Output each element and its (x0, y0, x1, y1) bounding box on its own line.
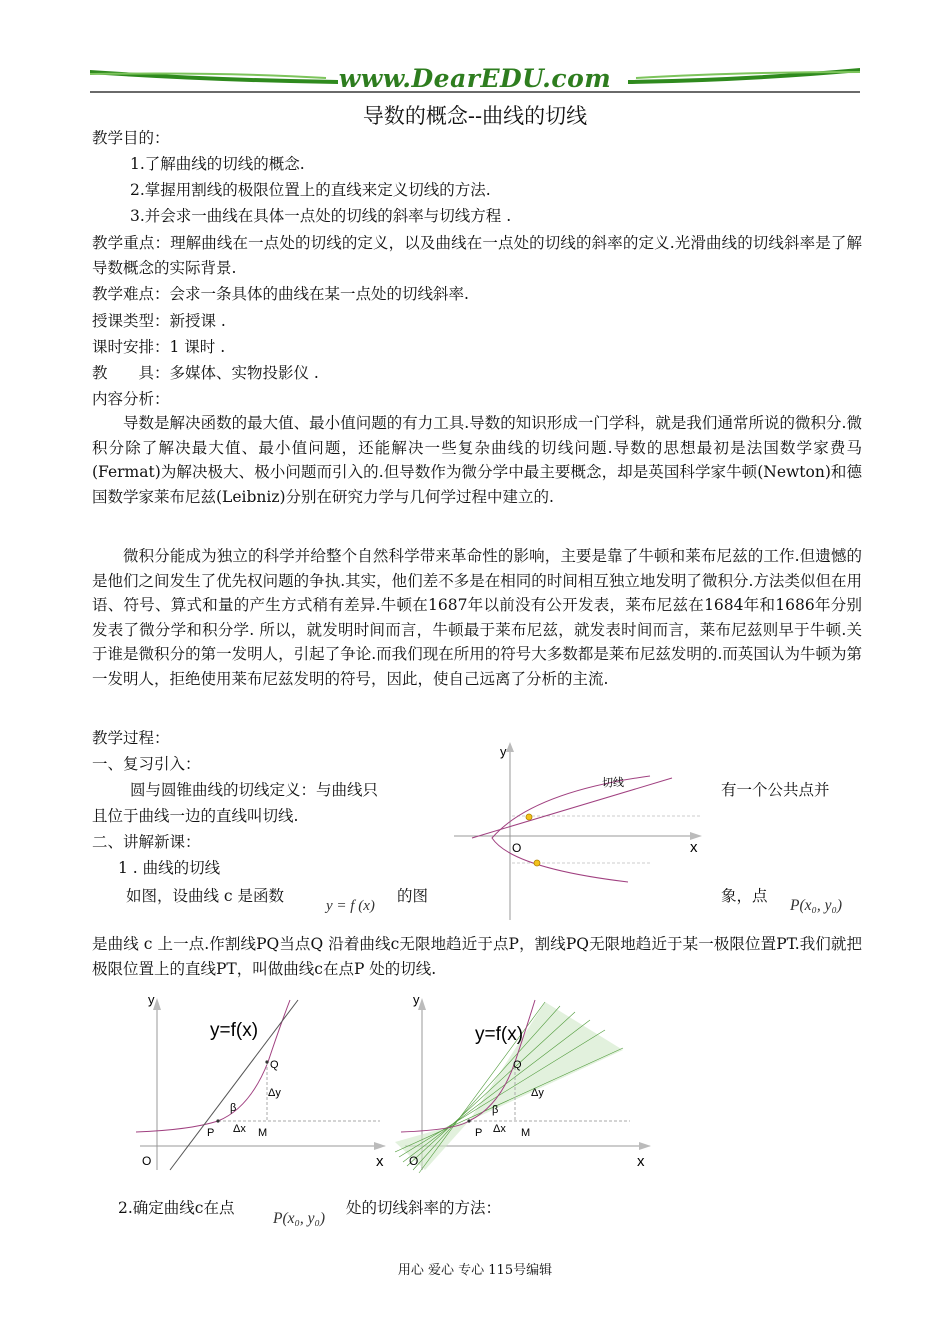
focus-text: 教学重点：理解曲线在一点处的切线的定义，以及曲线在一点处的切线的斜率的定义.光滑曲线的切线斜率是了解导数概念的实际背景. (92, 234, 862, 277)
x-axis-arrow (374, 1142, 386, 1150)
x-axis-label: x (690, 839, 698, 856)
point-p (467, 1119, 470, 1122)
m-label: M (258, 1127, 268, 1139)
aim-item: 1.了解曲线的切线的概念. (130, 155, 305, 173)
sub1-text-b: 的图 (397, 887, 429, 905)
subheading-tangent: 1 . 曲线的切线 (118, 859, 221, 877)
aims-heading: 教学目的： (92, 129, 170, 147)
delta-x-label: Δx (493, 1123, 506, 1135)
page-title: 导数的概念--曲线的切线 (362, 104, 588, 128)
origin-label: O (142, 1154, 152, 1168)
p-label: P (207, 1127, 215, 1139)
delta-y-label: Δy (531, 1087, 544, 1099)
review-text-left: 圆与圆锥曲线的切线定义：与曲线只 (130, 781, 379, 799)
math-point-p0: P(x₀, y₀) (273, 1210, 326, 1227)
x-axis-label: x (376, 1153, 384, 1170)
difficulty-text: 教学难点：会求一条具体的曲线在某一点处的切线斜率. (92, 285, 469, 303)
aim-item: 2.掌握用割线的极限位置上的直线来定义切线的方法. (130, 181, 491, 199)
tangent-point (526, 814, 532, 820)
intersection-point (534, 860, 540, 866)
aim-item: 3.并会求一曲线在具体一点处的切线的斜率与切线方程 . (130, 207, 512, 225)
y-axis-arrow (506, 742, 514, 752)
sub2-text-a: 2.确定曲线c在点 (118, 1199, 235, 1217)
teaching-tools: 教 具：多媒体、实物投影仪 . (92, 364, 319, 382)
content-paragraph-2: 微积分能成为独立的科学并给整个自然科学带来革命性的影响，主要是靠了牛顿和莱布尼兹的工作.但遗憾的是他们之间发生了优先权问题的争执.其实，他们差不多是在相同的时间相互独立地发明了微积分.方法类似但在用语、符号、算式和量的产生方式稍有差异.牛顿在1687年以前没有公开发表，莱布尼兹在1684年和1686年分别发表了微分学和积分学. 所以，就发明时间而言，牛顿最于莱布尼兹，就发表时间而言，莱布尼兹则早于牛顿.关于谁是微积分的第一发明人，引起了争论.而我们现在所用的符号大多数都是莱布尼兹发明的.而英国认为牛顿为第一发明人，拒绝使用莱布尼兹发明的符号，因此，使自己远离了分析的主流. (92, 547, 862, 688)
x-axis-label: x (637, 1153, 645, 1170)
site-logo: www.DearEDU.com (338, 64, 612, 93)
q-label: Q (270, 1059, 279, 1071)
review-text-right: 有一个公共点并 (721, 781, 830, 799)
sub2-text-b: 处的切线斜率的方法： (346, 1199, 502, 1217)
tangent-label: 切线 (602, 777, 624, 789)
math-point-p0: P(x₀, y₀) (790, 897, 843, 914)
review-text-2: 且位于曲线一边的直线叫切线. (92, 807, 299, 825)
origin-label: O (512, 841, 522, 855)
origin-label: O (409, 1154, 419, 1168)
point-p (216, 1119, 219, 1122)
content-heading: 内容分析： (92, 390, 170, 408)
lesson-type: 授课类型：新授课 . (92, 312, 226, 330)
y-axis-label: y (500, 744, 507, 759)
x-axis-arrow (639, 1142, 651, 1150)
figure-limit-secants (395, 990, 655, 1175)
tangent-definition: 是曲线 c 上一点.作割线PQ当点Q 沿着曲线c无限地趋近于点P，割线PQ无限地趋近于某一极限位置PT.我们就把极限位置上的直线PT，叫做曲线c在点P 处的切线. (92, 935, 862, 978)
function-label: y=f(x) (475, 1024, 524, 1045)
sub1-text-a: 如图，设曲线 c 是函数 (126, 887, 285, 905)
page-footer: 用心 爱心 专心 115号编辑 (397, 1263, 553, 1278)
beta-label: β (492, 1104, 499, 1116)
delta-y-label: Δy (268, 1087, 281, 1099)
y-axis-label: y (148, 992, 155, 1007)
tangent-line (472, 778, 672, 838)
content-paragraph-1: 导数是解决函数的最大值、最小值问题的有力工具.导数的知识形成一门学科，就是我们通常所说的微积分.微积分除了解决最大值、最小值问题，还能解决一些复杂曲线的切线问题.导数的思想最初是法国数学家费马(Fermat)为解决极大、极小问题而引入的.但导数作为微分学中最主要概念，却是英国科学家牛顿(Newton)和德国数学家莱布尼兹(Leibniz)分别在研究力学与几何学过程中建立的. (92, 414, 862, 506)
sub1-text-c: 象，点 (721, 887, 768, 905)
new-lesson-heading: 二、讲解新课： (92, 833, 201, 851)
beta-label: β (230, 1102, 237, 1114)
math-y-fx: y = f (x) (326, 898, 375, 914)
m-label: M (521, 1127, 531, 1139)
q-label: Q (513, 1059, 522, 1071)
figure-secant (130, 990, 390, 1175)
lesson-hours: 课时安排：1 课时 . (92, 338, 226, 356)
process-heading: 教学过程： (92, 729, 170, 747)
delta-x-label: Δx (233, 1123, 246, 1135)
point-q (265, 1060, 268, 1063)
p-label: P (475, 1127, 483, 1139)
y-axis-label: y (413, 992, 420, 1007)
function-label: y=f(x) (210, 1020, 259, 1041)
figure-parabola-tangent (452, 738, 712, 920)
review-heading: 一、复习引入： (92, 755, 201, 773)
